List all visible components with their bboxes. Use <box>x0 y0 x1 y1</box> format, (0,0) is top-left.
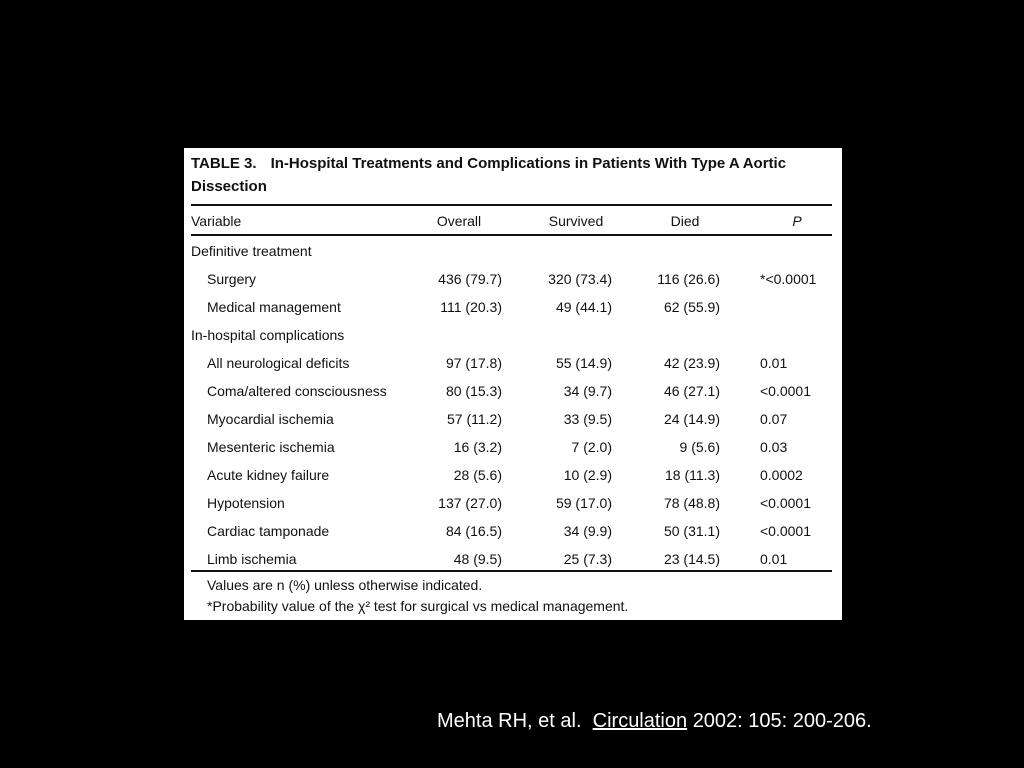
citation <box>437 708 872 734</box>
table-title <box>191 152 831 198</box>
row-overall: 57 (11.2) <box>447 411 502 427</box>
row-variable: Cardiac tamponade <box>207 523 330 539</box>
section-heading: In-hospital complications <box>191 327 345 343</box>
row-died: 116 (26.6) <box>657 271 720 287</box>
row-died: 50 (31.1) <box>663 523 720 539</box>
column-header-variable: Variable <box>191 213 242 229</box>
row-died: 24 (14.9) <box>663 411 720 427</box>
row-died: 42 (23.9) <box>663 355 720 371</box>
column-header-overall: Overall <box>436 213 482 229</box>
row-variable: Mesenteric ischemia <box>207 439 335 455</box>
row-overall: 111 (20.3) <box>440 299 502 315</box>
row-variable: All neurological deficits <box>207 355 350 371</box>
row-survived: 320 (73.4) <box>548 271 612 287</box>
row-p-value: 0.01 <box>760 551 788 567</box>
citation-journal: Circulation <box>592 710 688 732</box>
row-overall: 137 (27.0) <box>438 495 502 511</box>
row-overall: 80 (15.3) <box>445 383 502 399</box>
row-variable: Hypotension <box>207 495 285 511</box>
row-variable: Limb ischemia <box>207 551 297 567</box>
row-variable: Surgery <box>207 271 257 287</box>
row-variable: Acute kidney failure <box>207 467 330 483</box>
row-survived: 10 (2.9) <box>563 467 612 483</box>
citation-authors: Mehta RH, et al. <box>437 710 582 732</box>
row-survived: 33 (9.5) <box>563 411 612 427</box>
row-died: 62 (55.9) <box>663 299 720 315</box>
row-variable: Myocardial ischemia <box>207 411 334 427</box>
row-overall: 97 (17.8) <box>445 355 502 371</box>
row-survived: 49 (44.1) <box>555 299 612 315</box>
row-p-value: 0.0002 <box>760 467 803 483</box>
row-p-value: *<0.0001 <box>760 271 817 287</box>
table-bottom-rule <box>191 570 832 572</box>
citation-details: 2002: 105: 200-206. <box>692 710 872 732</box>
row-p-value: <0.0001 <box>760 383 811 399</box>
table-title-label: TABLE 3. <box>191 155 257 172</box>
table-panel <box>184 148 842 620</box>
column-header-survived: Survived <box>548 213 604 229</box>
row-p-value: 0.07 <box>760 411 788 427</box>
table-header-rule <box>191 234 832 236</box>
row-died: 46 (27.1) <box>663 383 720 399</box>
table-footnote: Values are n (%) unless otherwise indicated. <box>207 577 483 593</box>
row-died: 23 (14.5) <box>663 551 720 567</box>
row-variable: Coma/altered consciousness <box>207 383 387 399</box>
row-variable: Medical management <box>207 299 341 315</box>
column-header-died: Died <box>670 213 700 229</box>
row-died: 9 (5.6) <box>679 439 720 455</box>
row-p-value: 0.01 <box>760 355 788 371</box>
row-overall: 436 (79.7) <box>438 271 502 287</box>
row-overall: 28 (5.6) <box>453 467 502 483</box>
column-header-p: P <box>792 213 802 229</box>
row-overall: 84 (16.5) <box>445 523 502 539</box>
row-survived: 25 (7.3) <box>563 551 612 567</box>
row-survived: 55 (14.9) <box>555 355 612 371</box>
row-died: 18 (11.3) <box>665 467 720 483</box>
row-overall: 16 (3.2) <box>453 439 502 455</box>
table-footnote: *Probability value of the χ² test for surgical vs medical management. <box>207 598 629 614</box>
row-overall: 48 (9.5) <box>453 551 502 567</box>
table-top-rule <box>191 204 832 206</box>
row-p-value: 0.03 <box>760 439 788 455</box>
row-p-value: <0.0001 <box>760 495 811 511</box>
row-survived: 7 (2.0) <box>571 439 612 455</box>
section-heading: Definitive treatment <box>191 243 312 259</box>
row-survived: 34 (9.9) <box>563 523 612 539</box>
row-p-value: <0.0001 <box>760 523 811 539</box>
row-survived: 59 (17.0) <box>555 495 612 511</box>
row-survived: 34 (9.7) <box>563 383 612 399</box>
table-title-text: In-Hospital Treatments and Complications in Patients With Type A Aortic Dissection <box>191 155 787 195</box>
row-died: 78 (48.8) <box>663 495 720 511</box>
